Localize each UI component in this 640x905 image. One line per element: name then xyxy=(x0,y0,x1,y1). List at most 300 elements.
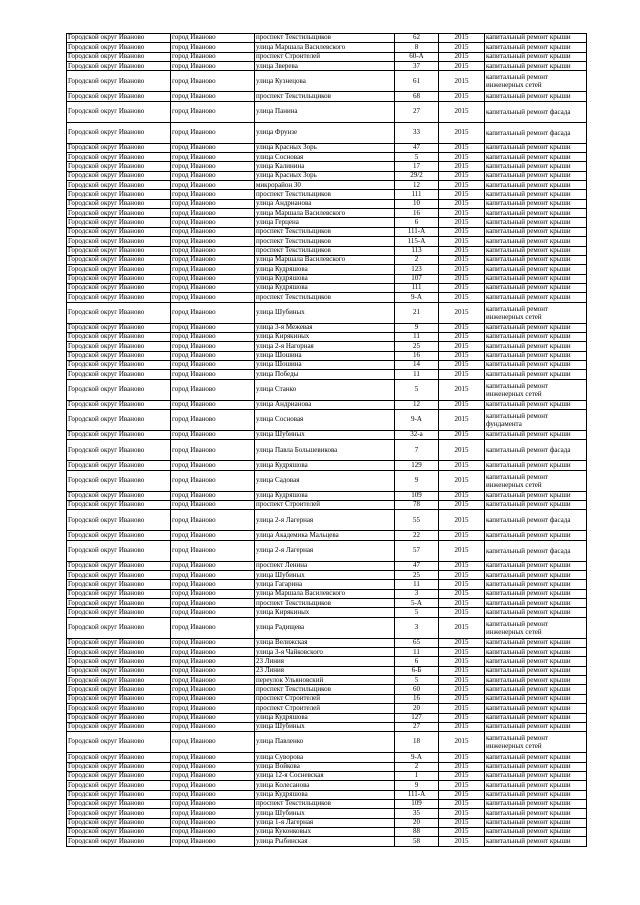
municipality-cell: Городской округ Иваново xyxy=(67,218,171,227)
municipality-cell: Городской округ Иваново xyxy=(67,580,171,589)
street-cell: улица Кудряшова xyxy=(255,461,395,470)
table-row xyxy=(67,818,587,827)
street-cell: улица Шубиных xyxy=(255,722,395,731)
table-row xyxy=(67,43,587,52)
street-cell: улица Кудряшова xyxy=(255,790,395,799)
year-cell: 2015 xyxy=(439,713,485,722)
year-cell: 2015 xyxy=(439,62,485,71)
table-row xyxy=(67,781,587,790)
street-cell: проспект Строителей xyxy=(255,52,395,61)
street-cell: улица Шошина xyxy=(255,351,395,360)
table-row xyxy=(67,790,587,799)
municipality-cell: Городской округ Иваново xyxy=(67,790,171,799)
city-cell: город Иваново xyxy=(171,599,255,608)
street-cell: улица Кирякиных xyxy=(255,332,395,341)
municipality-cell: Городской округ Иваново xyxy=(67,323,171,332)
city-cell: город Иваново xyxy=(171,34,255,43)
year-cell: 2015 xyxy=(439,722,485,731)
municipality-cell: Городской округ Иваново xyxy=(67,360,171,369)
year-cell: 2015 xyxy=(439,92,485,101)
year-cell: 2015 xyxy=(439,34,485,43)
work-type-cell: капитальный ремонт крыши xyxy=(485,293,587,302)
work-type-cell: капитальный ремонт крыши xyxy=(485,722,587,731)
house-number-cell: 78 xyxy=(395,501,439,510)
house-number-cell: 16 xyxy=(395,351,439,360)
city-cell: город Иваново xyxy=(171,143,255,152)
work-type-cell: капитальный ремонт крыши xyxy=(485,501,587,510)
house-number-cell: 10 xyxy=(395,199,439,208)
year-cell: 2015 xyxy=(439,190,485,199)
city-cell: город Иваново xyxy=(171,491,255,500)
municipality-cell: Городской округ Иваново xyxy=(67,171,171,180)
street-cell: улица Маршала Василевского xyxy=(255,43,395,52)
year-cell: 2015 xyxy=(439,323,485,332)
year-cell: 2015 xyxy=(439,143,485,152)
municipality-cell: Городской округ Иваново xyxy=(67,274,171,283)
city-cell: город Иваново xyxy=(171,342,255,351)
work-type-cell: капитальный ремонт крыши xyxy=(485,92,587,101)
street-cell: улица Войкова xyxy=(255,762,395,771)
street-cell: улица Куконковых xyxy=(255,827,395,836)
city-cell: город Иваново xyxy=(171,561,255,570)
municipality-cell: Городской округ Иваново xyxy=(67,43,171,52)
municipality-cell: Городской округ Иваново xyxy=(67,409,171,430)
municipality-cell: Городской округ Иваново xyxy=(67,694,171,703)
city-cell: город Иваново xyxy=(171,781,255,790)
city-cell: город Иваново xyxy=(171,694,255,703)
municipality-cell: Городской округ Иваново xyxy=(67,470,171,491)
municipality-cell: Городской округ Иваново xyxy=(67,732,171,753)
year-cell: 2015 xyxy=(439,440,485,461)
house-number-cell: 25 xyxy=(395,571,439,580)
house-number-cell: 20 xyxy=(395,818,439,827)
street-cell: улица 2-я Лагерная xyxy=(255,510,395,531)
year-cell: 2015 xyxy=(439,704,485,713)
house-number-cell: 5-А xyxy=(395,599,439,608)
table-row xyxy=(67,589,587,598)
municipality-cell: Городской округ Иваново xyxy=(67,190,171,199)
street-cell: улица 1-я Лагерная xyxy=(255,818,395,827)
table-row xyxy=(67,704,587,713)
work-type-cell: капитальный ремонт крыши xyxy=(485,52,587,61)
city-cell: город Иваново xyxy=(171,608,255,617)
work-type-cell: капитальный ремонт крыши xyxy=(485,781,587,790)
table-row xyxy=(67,762,587,771)
work-type-cell: капитальный ремонт крыши xyxy=(485,753,587,762)
table-row xyxy=(67,302,587,323)
work-type-cell: капитальный ремонт крыши xyxy=(485,571,587,580)
house-number-cell: 129 xyxy=(395,461,439,470)
municipality-cell: Городской округ Иваново xyxy=(67,799,171,808)
house-number-cell: 58 xyxy=(395,837,439,846)
municipality-cell: Городской округ Иваново xyxy=(67,122,171,143)
city-cell: город Иваново xyxy=(171,827,255,836)
street-cell: улица Гагарина xyxy=(255,580,395,589)
municipality-cell: Городской округ Иваново xyxy=(67,332,171,341)
street-cell: улица Академика Мальцева xyxy=(255,531,395,540)
work-type-cell: капитальный ремонт крыши xyxy=(485,580,587,589)
table-row xyxy=(67,753,587,762)
city-cell: город Иваново xyxy=(171,199,255,208)
city-cell: город Иваново xyxy=(171,461,255,470)
year-cell: 2015 xyxy=(439,162,485,171)
house-number-cell: 65 xyxy=(395,638,439,647)
table-row xyxy=(67,181,587,190)
city-cell: город Иваново xyxy=(171,323,255,332)
table-row xyxy=(67,771,587,780)
city-cell: город Иваново xyxy=(171,531,255,540)
municipality-cell: Городской округ Иваново xyxy=(67,676,171,685)
city-cell: город Иваново xyxy=(171,648,255,657)
work-type-cell: капитальный ремонт фасада xyxy=(485,540,587,561)
municipality-cell: Городской округ Иваново xyxy=(67,762,171,771)
table-row xyxy=(67,685,587,694)
year-cell: 2015 xyxy=(439,809,485,818)
street-cell: проспект Текстильщиков xyxy=(255,34,395,43)
municipality-cell: Городской округ Иваново xyxy=(67,666,171,675)
house-number-cell: 2 xyxy=(395,255,439,264)
table-row xyxy=(67,531,587,540)
table-row xyxy=(67,608,587,617)
table-row xyxy=(67,171,587,180)
table-row xyxy=(67,617,587,638)
work-type-cell: капитальный ремонт фасада xyxy=(485,440,587,461)
work-type-cell: капитальный ремонт крыши xyxy=(485,218,587,227)
year-cell: 2015 xyxy=(439,379,485,400)
work-type-cell: капитальный ремонт крыши xyxy=(485,34,587,43)
city-cell: город Иваново xyxy=(171,246,255,255)
work-type-cell: капитальный ремонт крыши xyxy=(485,351,587,360)
house-number-cell: 1 xyxy=(395,771,439,780)
house-number-cell: 18 xyxy=(395,732,439,753)
street-cell: улица Победы xyxy=(255,370,395,379)
municipality-cell: Городской округ Иваново xyxy=(67,370,171,379)
city-cell: город Иваново xyxy=(171,790,255,799)
table-row xyxy=(67,351,587,360)
table-row xyxy=(67,209,587,218)
work-type-cell: капитальный ремонт крыши xyxy=(485,400,587,409)
house-number-cell: 12 xyxy=(395,181,439,190)
work-type-cell: капитальный ремонт крыши xyxy=(485,323,587,332)
house-number-cell: 3 xyxy=(395,617,439,638)
city-cell: город Иваново xyxy=(171,666,255,675)
year-cell: 2015 xyxy=(439,540,485,561)
work-type-cell: капитальный ремонт крыши xyxy=(485,181,587,190)
year-cell: 2015 xyxy=(439,43,485,52)
city-cell: город Иваново xyxy=(171,351,255,360)
house-number-cell: 7 xyxy=(395,440,439,461)
table-row xyxy=(67,676,587,685)
municipality-cell: Городской округ Иваново xyxy=(67,342,171,351)
municipality-cell: Городской округ Иваново xyxy=(67,162,171,171)
street-cell: улица 3-я Чайковского xyxy=(255,648,395,657)
municipality-cell: Городской округ Иваново xyxy=(67,209,171,218)
street-cell: 23 Линия xyxy=(255,657,395,666)
work-type-cell: капитальный ремонт крыши xyxy=(485,153,587,162)
year-cell: 2015 xyxy=(439,237,485,246)
table-row xyxy=(67,599,587,608)
work-type-cell: капитальный ремонт инженерных сетей xyxy=(485,470,587,491)
street-cell: улица Панина xyxy=(255,101,395,122)
street-cell: проспект Текстильщиков xyxy=(255,237,395,246)
house-number-cell: 25 xyxy=(395,342,439,351)
table-row xyxy=(67,332,587,341)
street-cell: проспект Текстильщиков xyxy=(255,799,395,808)
house-number-cell: 6-Б xyxy=(395,666,439,675)
municipality-cell: Городской округ Иваново xyxy=(67,599,171,608)
year-cell: 2015 xyxy=(439,580,485,589)
city-cell: город Иваново xyxy=(171,62,255,71)
year-cell: 2015 xyxy=(439,818,485,827)
table-row xyxy=(67,491,587,500)
municipality-cell: Городской округ Иваново xyxy=(67,52,171,61)
city-cell: город Иваново xyxy=(171,122,255,143)
year-cell: 2015 xyxy=(439,676,485,685)
city-cell: город Иваново xyxy=(171,837,255,846)
municipality-cell: Городской округ Иваново xyxy=(67,246,171,255)
city-cell: город Иваново xyxy=(171,153,255,162)
table-row xyxy=(67,218,587,227)
work-type-cell: капитальный ремонт инженерных сетей xyxy=(485,71,587,92)
year-cell: 2015 xyxy=(439,694,485,703)
street-cell: улица Радищева xyxy=(255,617,395,638)
city-cell: город Иваново xyxy=(171,732,255,753)
street-cell: улица Павленко xyxy=(255,732,395,753)
table-row xyxy=(67,799,587,808)
year-cell: 2015 xyxy=(439,837,485,846)
street-cell: улица Шубиных xyxy=(255,571,395,580)
year-cell: 2015 xyxy=(439,470,485,491)
work-type-cell: капитальный ремонт крыши xyxy=(485,818,587,827)
city-cell: город Иваново xyxy=(171,209,255,218)
year-cell: 2015 xyxy=(439,648,485,657)
year-cell: 2015 xyxy=(439,227,485,236)
city-cell: город Иваново xyxy=(171,713,255,722)
table-row xyxy=(67,122,587,143)
work-type-cell: капитальный ремонт инженерных сетей xyxy=(485,302,587,323)
work-type-cell: капитальный ремонт крыши xyxy=(485,837,587,846)
table-row xyxy=(67,370,587,379)
city-cell: город Иваново xyxy=(171,704,255,713)
house-number-cell: 2 xyxy=(395,762,439,771)
year-cell: 2015 xyxy=(439,685,485,694)
table-row xyxy=(67,283,587,292)
house-number-cell: 5 xyxy=(395,608,439,617)
city-cell: город Иваново xyxy=(171,510,255,531)
year-cell: 2015 xyxy=(439,657,485,666)
house-number-cell: 57 xyxy=(395,540,439,561)
year-cell: 2015 xyxy=(439,617,485,638)
municipality-cell: Городской округ Иваново xyxy=(67,153,171,162)
street-cell: улица Станко xyxy=(255,379,395,400)
house-number-cell: 11 xyxy=(395,580,439,589)
table-row xyxy=(67,666,587,675)
house-number-cell: 127 xyxy=(395,713,439,722)
table-row xyxy=(67,430,587,439)
street-cell: улица Маршала Василевского xyxy=(255,589,395,598)
table-row xyxy=(67,360,587,369)
city-cell: город Иваново xyxy=(171,181,255,190)
street-cell: улица Красных Зорь xyxy=(255,171,395,180)
municipality-cell: Городской округ Иваново xyxy=(67,571,171,580)
year-cell: 2015 xyxy=(439,666,485,675)
municipality-cell: Городской округ Иваново xyxy=(67,685,171,694)
work-type-cell: капитальный ремонт крыши xyxy=(485,461,587,470)
house-number-cell: 11 xyxy=(395,370,439,379)
year-cell: 2015 xyxy=(439,501,485,510)
year-cell: 2015 xyxy=(439,122,485,143)
house-number-cell: 29/2 xyxy=(395,171,439,180)
work-type-cell: капитальный ремонт крыши xyxy=(485,143,587,152)
municipality-cell: Городской округ Иваново xyxy=(67,837,171,846)
street-cell: улица Сосновая xyxy=(255,153,395,162)
city-cell: город Иваново xyxy=(171,638,255,647)
street-cell: улица Шубиных xyxy=(255,809,395,818)
city-cell: город Иваново xyxy=(171,676,255,685)
house-number-cell: 68 xyxy=(395,92,439,101)
street-cell: улица Кудряшова xyxy=(255,491,395,500)
municipality-cell: Городской округ Иваново xyxy=(67,722,171,731)
work-type-cell: капитальный ремонт крыши xyxy=(485,648,587,657)
table-row xyxy=(67,809,587,818)
work-type-cell: капитальный ремонт крыши xyxy=(485,809,587,818)
year-cell: 2015 xyxy=(439,71,485,92)
house-number-cell: 61 xyxy=(395,71,439,92)
table-row xyxy=(67,153,587,162)
work-type-cell: капитальный ремонт крыши xyxy=(485,370,587,379)
table-row xyxy=(67,837,587,846)
house-number-cell: 35 xyxy=(395,809,439,818)
year-cell: 2015 xyxy=(439,171,485,180)
table-row xyxy=(67,101,587,122)
year-cell: 2015 xyxy=(439,732,485,753)
work-type-cell: капитальный ремонт крыши xyxy=(485,255,587,264)
street-cell: переулок Ульяновский xyxy=(255,676,395,685)
table-row xyxy=(67,199,587,208)
city-cell: город Иваново xyxy=(171,400,255,409)
municipality-cell: Городской округ Иваново xyxy=(67,608,171,617)
street-cell: микрорайон 30 xyxy=(255,181,395,190)
city-cell: город Иваново xyxy=(171,101,255,122)
work-type-cell: капитальный ремонт крыши xyxy=(485,666,587,675)
table-row xyxy=(67,510,587,531)
city-cell: город Иваново xyxy=(171,255,255,264)
house-number-cell: 113 xyxy=(395,246,439,255)
city-cell: город Иваново xyxy=(171,302,255,323)
street-cell: улица Красных Зорь xyxy=(255,143,395,152)
municipality-cell: Городской округ Иваново xyxy=(67,302,171,323)
city-cell: город Иваново xyxy=(171,237,255,246)
year-cell: 2015 xyxy=(439,199,485,208)
table-row xyxy=(67,92,587,101)
table-row xyxy=(67,657,587,666)
work-type-cell: капитальный ремонт крыши xyxy=(485,771,587,780)
table-row xyxy=(67,470,587,491)
year-cell: 2015 xyxy=(439,771,485,780)
work-type-cell: капитальный ремонт крыши xyxy=(485,190,587,199)
municipality-cell: Городской округ Иваново xyxy=(67,657,171,666)
street-cell: проспект Текстильщиков xyxy=(255,227,395,236)
municipality-cell: Городской округ Иваново xyxy=(67,265,171,274)
city-cell: город Иваново xyxy=(171,52,255,61)
year-cell: 2015 xyxy=(439,790,485,799)
work-type-cell: капитальный ремонт крыши xyxy=(485,332,587,341)
street-cell: улица Кудряшова xyxy=(255,274,395,283)
city-cell: город Иваново xyxy=(171,440,255,461)
year-cell: 2015 xyxy=(439,332,485,341)
street-cell: улица Маршала Василевского xyxy=(255,255,395,264)
year-cell: 2015 xyxy=(439,370,485,379)
municipality-cell: Городской округ Иваново xyxy=(67,34,171,43)
municipality-cell: Городской округ Иваново xyxy=(67,827,171,836)
year-cell: 2015 xyxy=(439,52,485,61)
table-row xyxy=(67,638,587,647)
street-cell: улица 2-я Лагерная xyxy=(255,540,395,561)
table-row xyxy=(67,540,587,561)
street-cell: проспект Ленина xyxy=(255,561,395,570)
city-cell: город Иваново xyxy=(171,470,255,491)
municipality-cell: Городской округ Иваново xyxy=(67,818,171,827)
year-cell: 2015 xyxy=(439,274,485,283)
table-row xyxy=(67,34,587,43)
table-row xyxy=(67,246,587,255)
city-cell: город Иваново xyxy=(171,571,255,580)
house-number-cell: 11 xyxy=(395,332,439,341)
municipality-cell: Городской округ Иваново xyxy=(67,713,171,722)
table-row xyxy=(67,143,587,152)
year-cell: 2015 xyxy=(439,342,485,351)
work-type-cell: капитальный ремонт крыши xyxy=(485,43,587,52)
municipality-cell: Городской округ Иваново xyxy=(67,293,171,302)
house-number-cell: 111-А xyxy=(395,790,439,799)
city-cell: город Иваново xyxy=(171,71,255,92)
municipality-cell: Городской округ Иваново xyxy=(67,753,171,762)
house-number-cell: 62 xyxy=(395,34,439,43)
municipality-cell: Городской округ Иваново xyxy=(67,379,171,400)
house-number-cell: 88 xyxy=(395,827,439,836)
house-number-cell: 5 xyxy=(395,676,439,685)
city-cell: город Иваново xyxy=(171,409,255,430)
street-cell: улица Зверева xyxy=(255,62,395,71)
year-cell: 2015 xyxy=(439,246,485,255)
street-cell: проспект Строителей xyxy=(255,704,395,713)
municipality-cell: Городской округ Иваново xyxy=(67,430,171,439)
year-cell: 2015 xyxy=(439,531,485,540)
table-row xyxy=(67,162,587,171)
table-row xyxy=(67,255,587,264)
year-cell: 2015 xyxy=(439,571,485,580)
year-cell: 2015 xyxy=(439,589,485,598)
street-cell: улица Шубиных xyxy=(255,430,395,439)
year-cell: 2015 xyxy=(439,153,485,162)
street-cell: улица 3-я Межевая xyxy=(255,323,395,332)
table-row xyxy=(67,71,587,92)
work-type-cell: капитальный ремонт крыши xyxy=(485,199,587,208)
city-cell: город Иваново xyxy=(171,540,255,561)
house-number-cell: 115-А xyxy=(395,237,439,246)
year-cell: 2015 xyxy=(439,561,485,570)
work-type-cell: капитальный ремонт крыши xyxy=(485,827,587,836)
municipality-cell: Городской округ Иваново xyxy=(67,101,171,122)
municipality-cell: Городской округ Иваново xyxy=(67,617,171,638)
house-number-cell: 16 xyxy=(395,209,439,218)
street-cell: улица Велижская xyxy=(255,638,395,647)
table-row xyxy=(67,713,587,722)
year-cell: 2015 xyxy=(439,608,485,617)
table-row xyxy=(67,440,587,461)
city-cell: город Иваново xyxy=(171,430,255,439)
table-row xyxy=(67,227,587,236)
